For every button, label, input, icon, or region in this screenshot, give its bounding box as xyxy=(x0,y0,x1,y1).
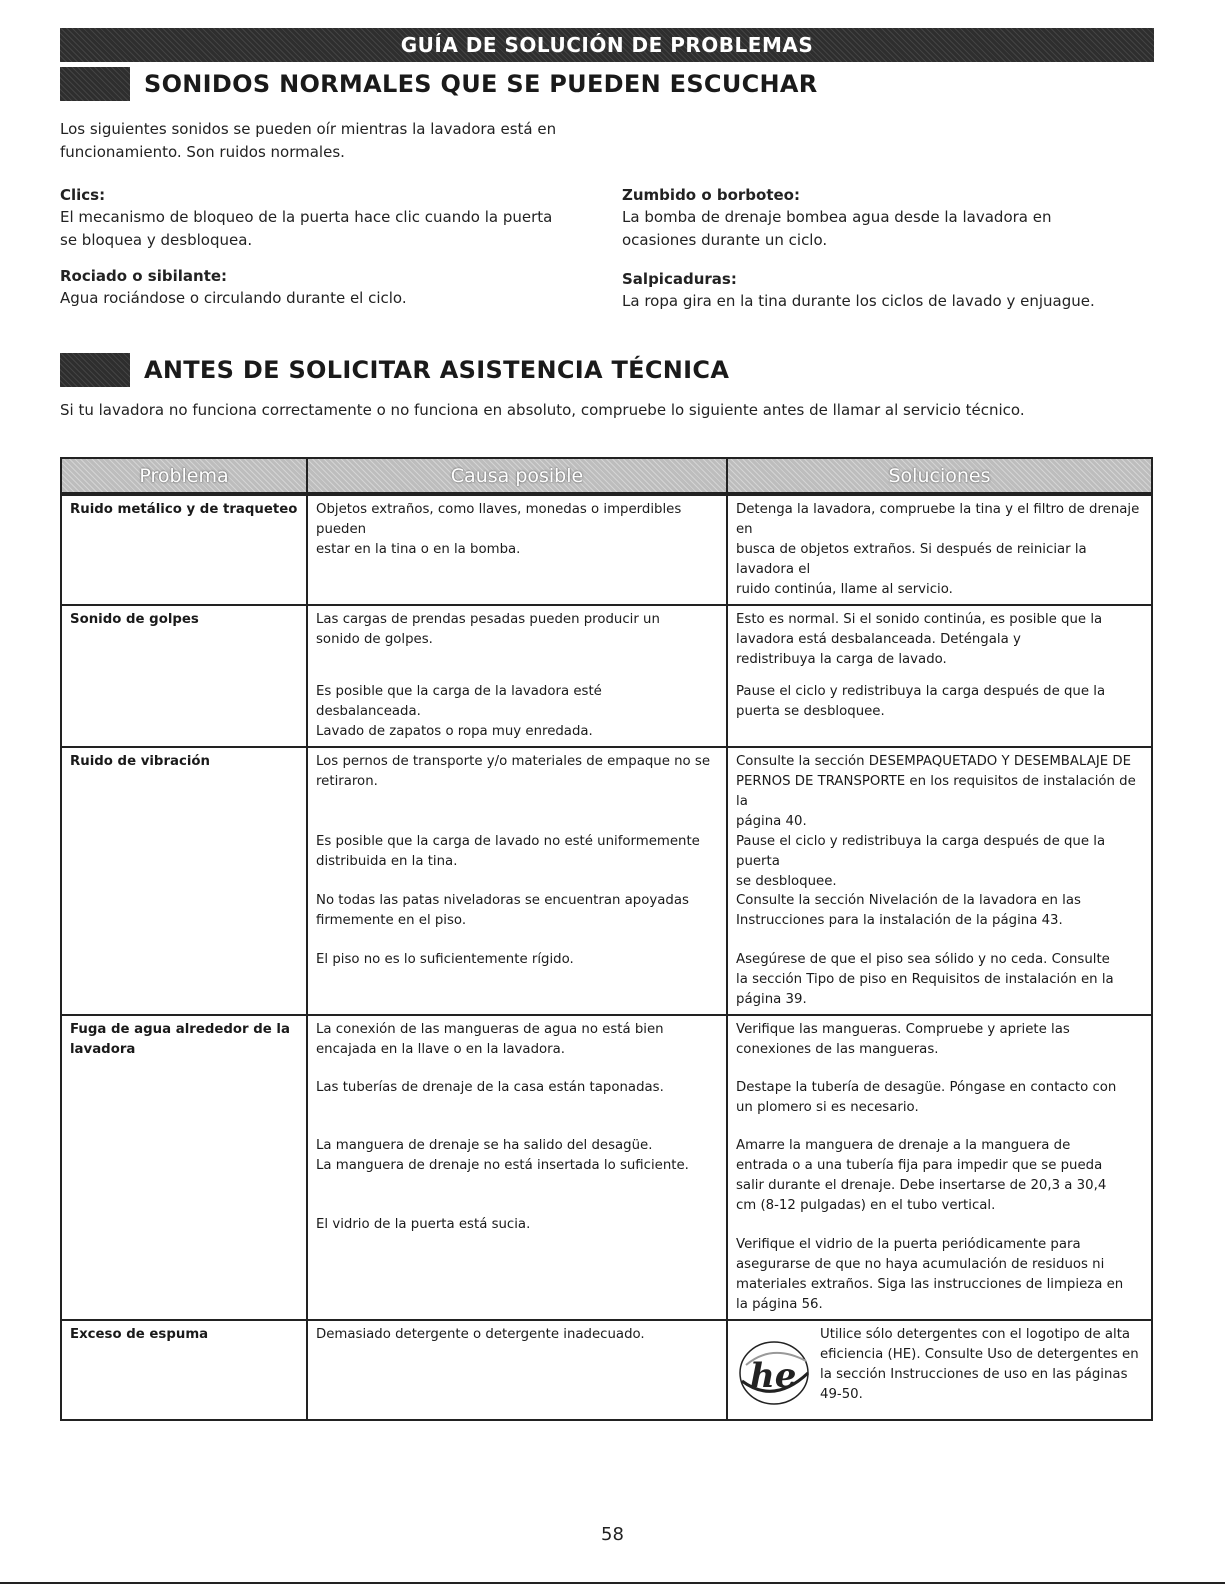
sound-description: El mecanismo de bloqueo de la puerta hace clic cuando la puerta se bloquea y desbloquea. xyxy=(60,208,553,249)
heading-marker xyxy=(60,67,130,101)
problem-cell xyxy=(62,1016,306,1319)
sound-description: La ropa gira en la tina durante los ciclos de lavado y enjuague. xyxy=(622,292,1095,310)
sound-title: Clics: xyxy=(60,186,106,204)
cause-cell xyxy=(306,496,726,604)
problem-cell xyxy=(62,606,306,746)
he-note xyxy=(736,1325,1143,1411)
solution-text: Consulte la sección DESEMPAQUETADO Y DESEMBALAJE DE PERNOS DE TRANSPORTE en los requisitos de instalación de la página 40. xyxy=(736,754,1136,829)
cause-text: Demasiado detergente o detergente inadecuado. xyxy=(316,1327,645,1342)
cause-text: El piso no es lo suficientemente rígido. xyxy=(316,952,574,967)
cause-text: La manguera de drenaje se ha salido del desagüe. La manguera de drenaje no está insertada lo suficiente. xyxy=(316,1138,689,1173)
problem-cell xyxy=(62,496,306,604)
banner-title: GUÍA DE SOLUCIÓN DE PROBLEMAS xyxy=(400,33,814,57)
column-header-problem: Problema xyxy=(139,464,229,487)
table-row xyxy=(62,746,1151,1014)
problem-label: Exceso de espuma xyxy=(70,1327,209,1342)
solution-cell xyxy=(726,1016,1151,1319)
before-service-intro: Si tu lavadora no funciona correctamente o no funciona en absoluto, compruebe lo siguiente antes de llamar al servicio técnico. xyxy=(60,401,1025,419)
solution-cell xyxy=(726,606,1151,746)
sound-item xyxy=(60,184,600,252)
cause-text: Es posible que la carga de la lavadora esté desbalanceada. Lavado de zapatos o ropa muy enredada. xyxy=(316,684,602,739)
solution-cell xyxy=(726,748,1151,1014)
table-row xyxy=(62,1014,1151,1319)
table-row xyxy=(62,494,1151,604)
solution-text: Verifique las mangueras. Compruebe y apriete las conexiones de las mangueras. xyxy=(736,1022,1070,1057)
cause-text: Las cargas de prendas pesadas pueden producir un sonido de golpes. xyxy=(316,612,660,647)
section-heading-before-service xyxy=(60,353,729,387)
problem-label: Sonido de golpes xyxy=(70,612,199,627)
sound-item xyxy=(622,268,1152,313)
page-number: 58 xyxy=(601,1524,624,1545)
cause-text: Las tuberías de drenaje de la casa están taponadas. xyxy=(316,1080,664,1095)
he-logo-icon xyxy=(736,1335,812,1411)
problem-label: Ruido de vibración xyxy=(70,754,211,769)
cause-cell xyxy=(306,748,726,1014)
table-header xyxy=(62,459,1151,494)
bottom-rule xyxy=(0,1582,1225,1584)
section-title: SONIDOS NORMALES QUE SE PUEDEN ESCUCHAR xyxy=(144,70,818,98)
column-header-cause: Causa posible xyxy=(306,459,726,492)
sound-title: Rociado o sibilante: xyxy=(60,267,228,285)
cause-text: Objetos extraños, como llaves, monedas o imperdibles pueden estar en la tina o en la bomba. xyxy=(316,502,682,557)
normal-sounds-intro: Los siguientes sonidos se pueden oír mientras la lavadora está en funcionamiento. Son ruidos normales. xyxy=(60,120,557,161)
sound-description: La bomba de drenaje bombea agua desde la lavadora en ocasiones durante un ciclo. xyxy=(622,208,1052,249)
cause-text: Es posible que la carga de lavado no esté uniformemente distribuida en la tina. xyxy=(316,834,700,869)
sound-title: Salpicaduras: xyxy=(622,270,737,288)
solution-cell xyxy=(726,496,1151,604)
table-row xyxy=(62,604,1151,746)
solution-text: Esto es normal. Si el sonido continúa, es posible que la lavadora está desbalanceada. Deténgala y redistribuya la carga de lavado. xyxy=(736,612,1103,667)
table-row xyxy=(62,1319,1151,1419)
troubleshooting-table xyxy=(60,457,1153,1421)
solution-text: Verifique el vidrio de la puerta periódicamente para asegurarse de que no haya acumulación de residuos ni materiales extraños. Siga las instrucciones de limpieza en la página 56. xyxy=(736,1237,1124,1312)
cause-text: El vidrio de la puerta está sucia. xyxy=(316,1217,531,1232)
svg-text:he: he xyxy=(750,1356,797,1396)
cause-cell xyxy=(306,1016,726,1319)
section-heading-normal-sounds xyxy=(60,67,818,101)
solution-text: Destape la tubería de desagüe. Póngase en contacto con un plomero si es necesario. xyxy=(736,1080,1117,1115)
solution-cell xyxy=(726,1321,1151,1419)
problem-label: Ruido metálico y de traqueteo xyxy=(70,502,298,517)
cause-cell xyxy=(306,606,726,746)
cause-text: Los pernos de transporte y/o materiales de empaque no se retiraron. xyxy=(316,754,711,789)
section-title: ANTES DE SOLICITAR ASISTENCIA TÉCNICA xyxy=(144,356,730,384)
solution-text: Utilice sólo detergentes con el logotipo de alta eficiencia (HE). Consulte Uso de detergentes en la sección Instrucciones de uso en las páginas 49-50. xyxy=(820,1327,1139,1402)
cause-text: La conexión de las mangueras de agua no está bien encajada en la llave o en la lavadora. xyxy=(316,1022,664,1057)
problem-cell xyxy=(62,1321,306,1419)
sound-description: Agua rociándose o circulando durante el ciclo. xyxy=(60,289,407,307)
cause-text: No todas las patas niveladoras se encuentran apoyadas firmemente en el piso. xyxy=(316,893,689,928)
page-banner xyxy=(60,28,1154,62)
solution-text: Amarre la manguera de drenaje a la manguera de entrada o a una tubería fija para impedir que se pueda salir durante el drenaje. Debe insertarse de 20,3 a 30,4 cm (8-12 pulgadas) en el tubo vertical. xyxy=(736,1138,1107,1213)
problem-cell xyxy=(62,748,306,1014)
solution-text: Consulte la sección Nivelación de la lavadora en las Instrucciones para la instalación de la página 43. xyxy=(736,893,1081,928)
column-header-solutions: Soluciones xyxy=(726,459,1151,492)
solution-text: Pause el ciclo y redistribuya la carga después de que la puerta se desbloquee. xyxy=(736,684,1106,719)
solution-text: Pause el ciclo y redistribuya la carga después de que la puerta se desbloquee. xyxy=(736,834,1106,889)
solution-text: Asegúrese de que el piso sea sólido y no ceda. Consulte la sección Tipo de piso en Requisitos de instalación en la página 39. xyxy=(736,952,1114,1007)
solution-text: Detenga la lavadora, compruebe la tina y el filtro de drenaje en busca de objetos extraños. Si después de reiniciar la lavadora el ruido continúa, llame al servicio. xyxy=(736,502,1140,597)
heading-marker xyxy=(60,353,130,387)
sound-item xyxy=(60,265,600,310)
problem-label: Fuga de agua alrededor de la lavadora xyxy=(70,1022,290,1057)
cause-cell xyxy=(306,1321,726,1419)
sound-title: Zumbido o borboteo: xyxy=(622,186,800,204)
sound-item xyxy=(622,184,1152,252)
